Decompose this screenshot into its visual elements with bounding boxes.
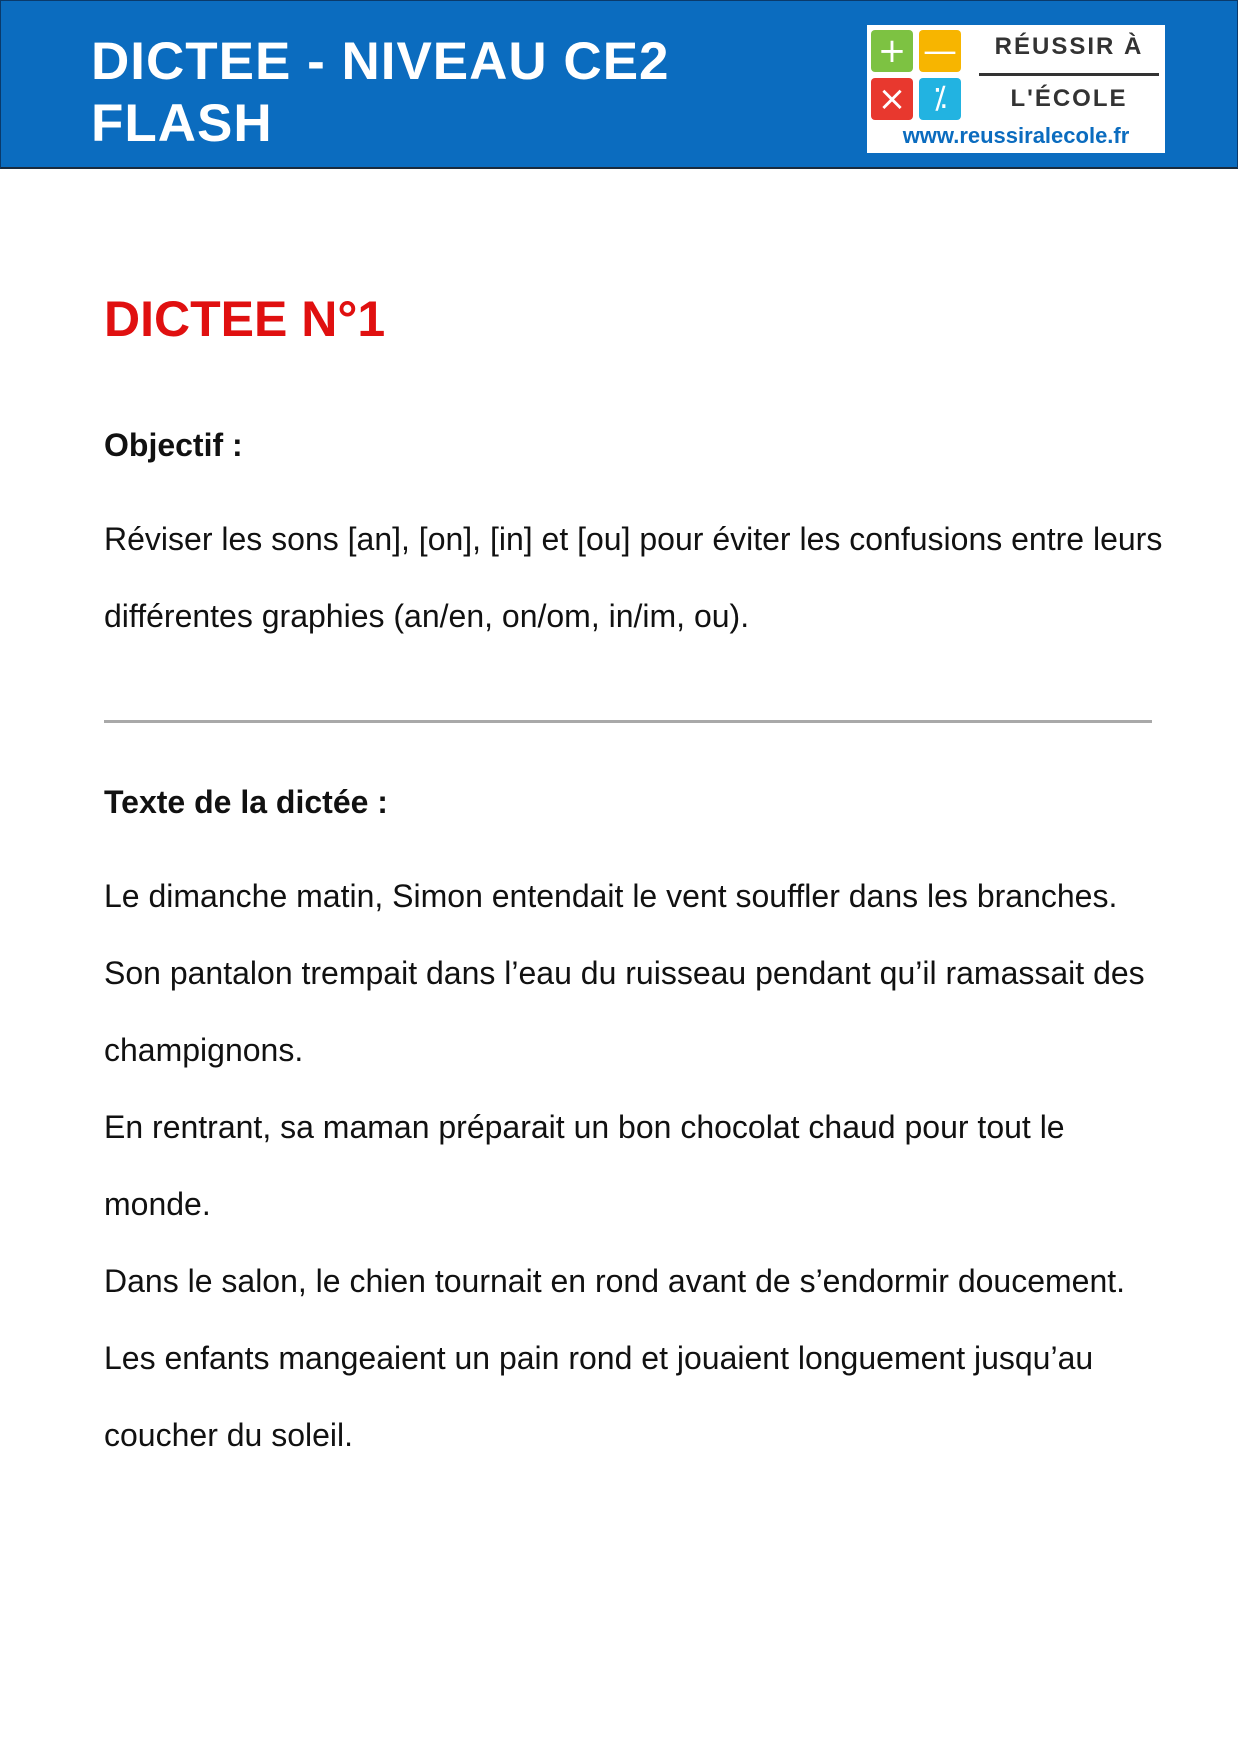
objectif-heading: Objectif : bbox=[104, 427, 243, 463]
texte-heading: Texte de la dictée : bbox=[104, 784, 388, 820]
times-icon: × bbox=[871, 78, 913, 120]
dictee-title: DICTEE N°1 bbox=[104, 291, 386, 347]
reussir-a-l-ecole-logo bbox=[867, 25, 1165, 153]
dictee-sentence: Les enfants mangeaient un pain rond et jouaient longuement jusqu’au coucher du soleil. bbox=[104, 1340, 1094, 1453]
logo-text-line2: L'ÉCOLE bbox=[1010, 85, 1128, 112]
header-title-line2: FLASH bbox=[91, 94, 273, 153]
plus-icon: + bbox=[871, 30, 913, 72]
dictee-sentence: Dans le salon, le chien tournait en rond avant de s’endormir doucement. bbox=[104, 1263, 1126, 1299]
dictee-sentence: Son pantalon trempait dans l’eau du ruisseau pendant qu’il ramassait des champignons. bbox=[104, 955, 1145, 1068]
header-title bbox=[91, 31, 670, 155]
dictee-text bbox=[104, 858, 1164, 1474]
objectif-text: Réviser les sons [an], [on], [in] et [ou] pour éviter les confusions entre leurs différentes graphies (an/en, on/om, in/im, ou). bbox=[104, 521, 1163, 634]
logo-text-line1: RÉUSSIR À bbox=[994, 33, 1144, 60]
dictee-sentence: Le dimanche matin, Simon entendait le vent souffler dans les branches. bbox=[104, 878, 1118, 914]
section-divider bbox=[104, 720, 1152, 723]
percent-icon: ⁒ bbox=[919, 78, 961, 120]
logo-divider bbox=[979, 73, 1159, 76]
page-header bbox=[0, 0, 1238, 169]
logo-url: www.reussiralecole.fr bbox=[902, 123, 1130, 148]
minus-icon: — bbox=[919, 30, 961, 72]
header-title-line1: DICTEE - NIVEAU CE2 bbox=[91, 32, 670, 91]
dictee-sentence: En rentrant, sa maman préparait un bon chocolat chaud pour tout le monde. bbox=[104, 1109, 1065, 1222]
